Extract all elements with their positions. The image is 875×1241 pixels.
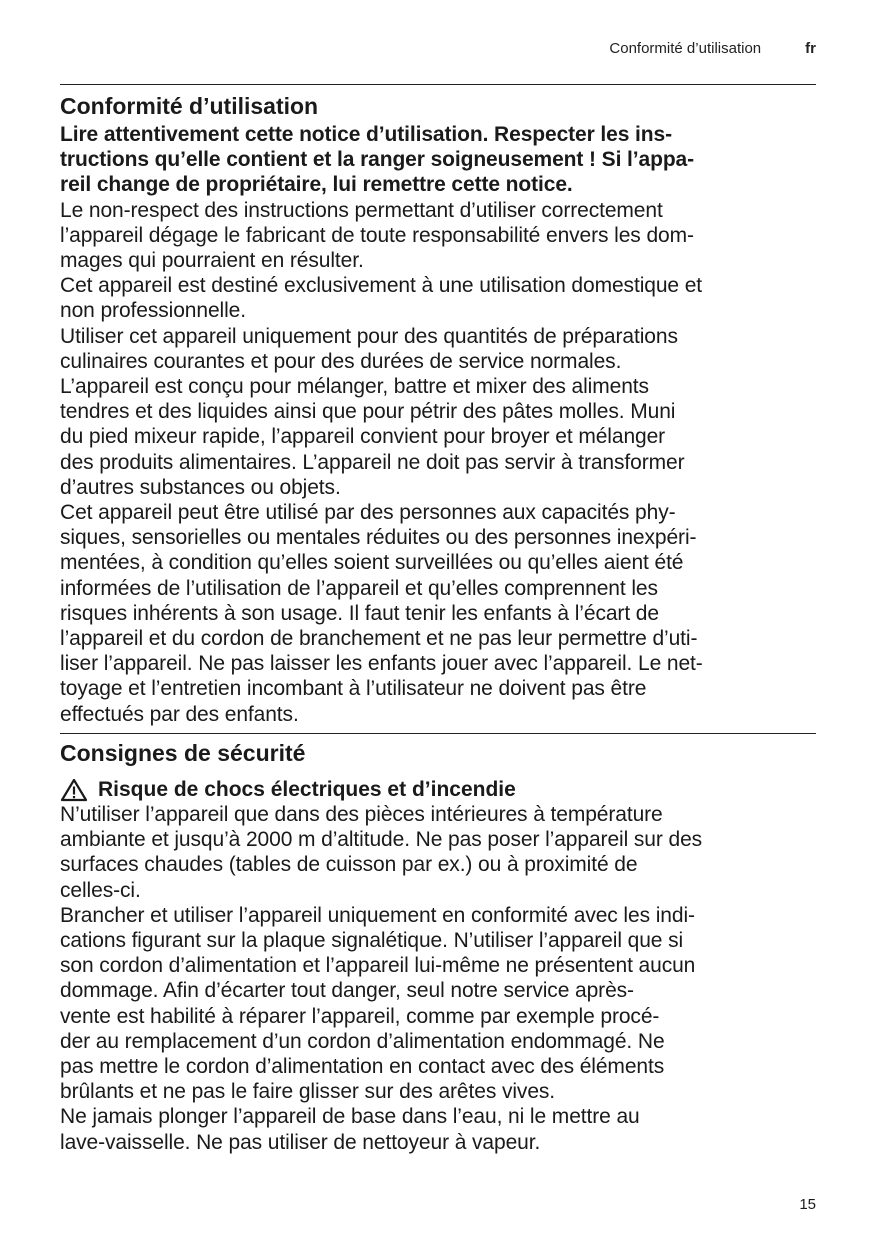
text-line: tructions qu’elle contient et la ranger soigneusement ! Si l’appa-	[60, 148, 695, 172]
text-line: dommage. Afin d’écarter tout danger, seul notre service après-	[60, 979, 634, 1003]
text-line: son cordon d’alimentation et l’appareil lui-même ne présentent aucun	[60, 954, 696, 978]
intro-paragraph	[60, 122, 816, 198]
text-line: du pied mixeur rapide, l’appareil convient pour broyer et mélanger	[60, 425, 666, 449]
text-line: mentées, à condition qu’elles soient surveillées ou qu’elles aient été	[60, 551, 684, 575]
text-line: Utiliser cet appareil uniquement pour des quantités de préparations	[60, 324, 678, 348]
text-line: mages qui pourraient en résulter.	[60, 249, 364, 273]
section-conformite	[60, 92, 816, 727]
text-line: effectués par des enfants.	[60, 702, 299, 726]
text-line: non professionnelle.	[60, 299, 246, 323]
text-line: l’appareil et du cordon de branchement et ne pas leur permettre d’uti-	[60, 627, 698, 651]
paragraph	[60, 374, 816, 500]
text-line: reil change de propriétaire, lui remettre cette notice.	[60, 173, 573, 197]
section-title-conformite: Conformité d’utilisation	[60, 93, 319, 119]
text-line: Brancher et utiliser l’appareil uniquement en conformité avec les indi-	[60, 903, 695, 927]
running-header	[609, 40, 816, 62]
text-line: siques, sensorielles ou mentales réduites ou des personnes inexpéri-	[60, 526, 697, 550]
warning-title: Risque de chocs électriques et d’incendie	[98, 778, 516, 801]
paragraph	[60, 324, 816, 374]
text-line: lave-vaisselle. Ne pas utiliser de nettoyeur à vapeur.	[60, 1130, 541, 1154]
text-line: Le non-respect des instructions permettant d’utiliser correctement	[60, 198, 663, 222]
section-title-securite: Consignes de sécurité	[60, 740, 306, 766]
text-line: L’appareil est conçu pour mélanger, battre et mixer des aliments	[60, 375, 649, 399]
text-line: Lire attentivement cette notice d’utilisation. Respecter les ins-	[60, 123, 672, 146]
text-line: toyage et l’entretien incombant à l’utilisateur ne doivent pas être	[60, 677, 647, 701]
paragraph	[60, 1104, 816, 1154]
warning-triangle-icon	[60, 778, 88, 802]
paragraph	[60, 802, 816, 903]
page-number: 15	[799, 1196, 816, 1213]
text-line: Cet appareil est destiné exclusivement à une utilisation domestique et	[60, 274, 703, 298]
text-line: pas mettre le cordon d’alimentation en contact avec des éléments	[60, 1055, 665, 1079]
text-line: culinaires courantes et pour des durées de service normales.	[60, 349, 622, 373]
paragraph	[60, 903, 816, 1105]
text-line: Ne jamais plonger l’appareil de base dans l’eau, ni le mettre au	[60, 1105, 640, 1129]
text-line: celles-ci.	[60, 878, 141, 902]
text-line: l’appareil dégage le fabricant de toute responsabilité envers les dom-	[60, 223, 694, 247]
text-line: tendres et des liquides ainsi que pour pétrir des pâtes molles. Muni	[60, 400, 676, 424]
paragraph	[60, 198, 816, 274]
section-divider	[60, 733, 816, 734]
paragraph	[60, 500, 816, 727]
text-line: ambiante et jusqu’à 2000 m d’altitude. Ne pas poser l’appareil sur des	[60, 828, 703, 852]
text-line: risques inhérents à son usage. Il faut tenir les enfants à l’écart de	[60, 601, 659, 625]
language-code: fr	[805, 40, 816, 57]
body-paragraphs	[60, 198, 816, 727]
text-line: brûlants et ne pas le faire glisser sur des arêtes vives.	[60, 1080, 556, 1104]
text-line: N’utiliser l’appareil que dans des pièces intérieures à température	[60, 803, 663, 826]
section-securite	[60, 739, 816, 1155]
text-line: cations figurant sur la plaque signalétique. N’utiliser l’appareil que si	[60, 929, 684, 953]
text-line: der au remplacement d’un cordon d’alimentation endommagé. Ne	[60, 1029, 665, 1053]
paragraph	[60, 273, 816, 323]
text-line: Cet appareil peut être utilisé par des personnes aux capacités phy-	[60, 501, 676, 525]
running-header-section: Conformité d’utilisation	[609, 40, 762, 57]
text-line: vente est habilité à réparer l’appareil, comme par exemple procé-	[60, 1004, 660, 1028]
section-divider	[60, 84, 816, 85]
warning-heading	[60, 777, 816, 802]
body-paragraphs	[60, 802, 816, 1155]
text-line: d’autres substances ou objets.	[60, 475, 341, 499]
text-line: liser l’appareil. Ne pas laisser les enfants jouer avec l’appareil. Le net-	[60, 652, 703, 676]
text-line: des produits alimentaires. L’appareil ne doit pas servir à transformer	[60, 450, 685, 474]
text-line: informées de l’utilisation de l’appareil et qu’elles comprennent les	[60, 576, 658, 600]
text-line: surfaces chaudes (tables de cuisson par ex.) ou à proximité de	[60, 853, 638, 877]
